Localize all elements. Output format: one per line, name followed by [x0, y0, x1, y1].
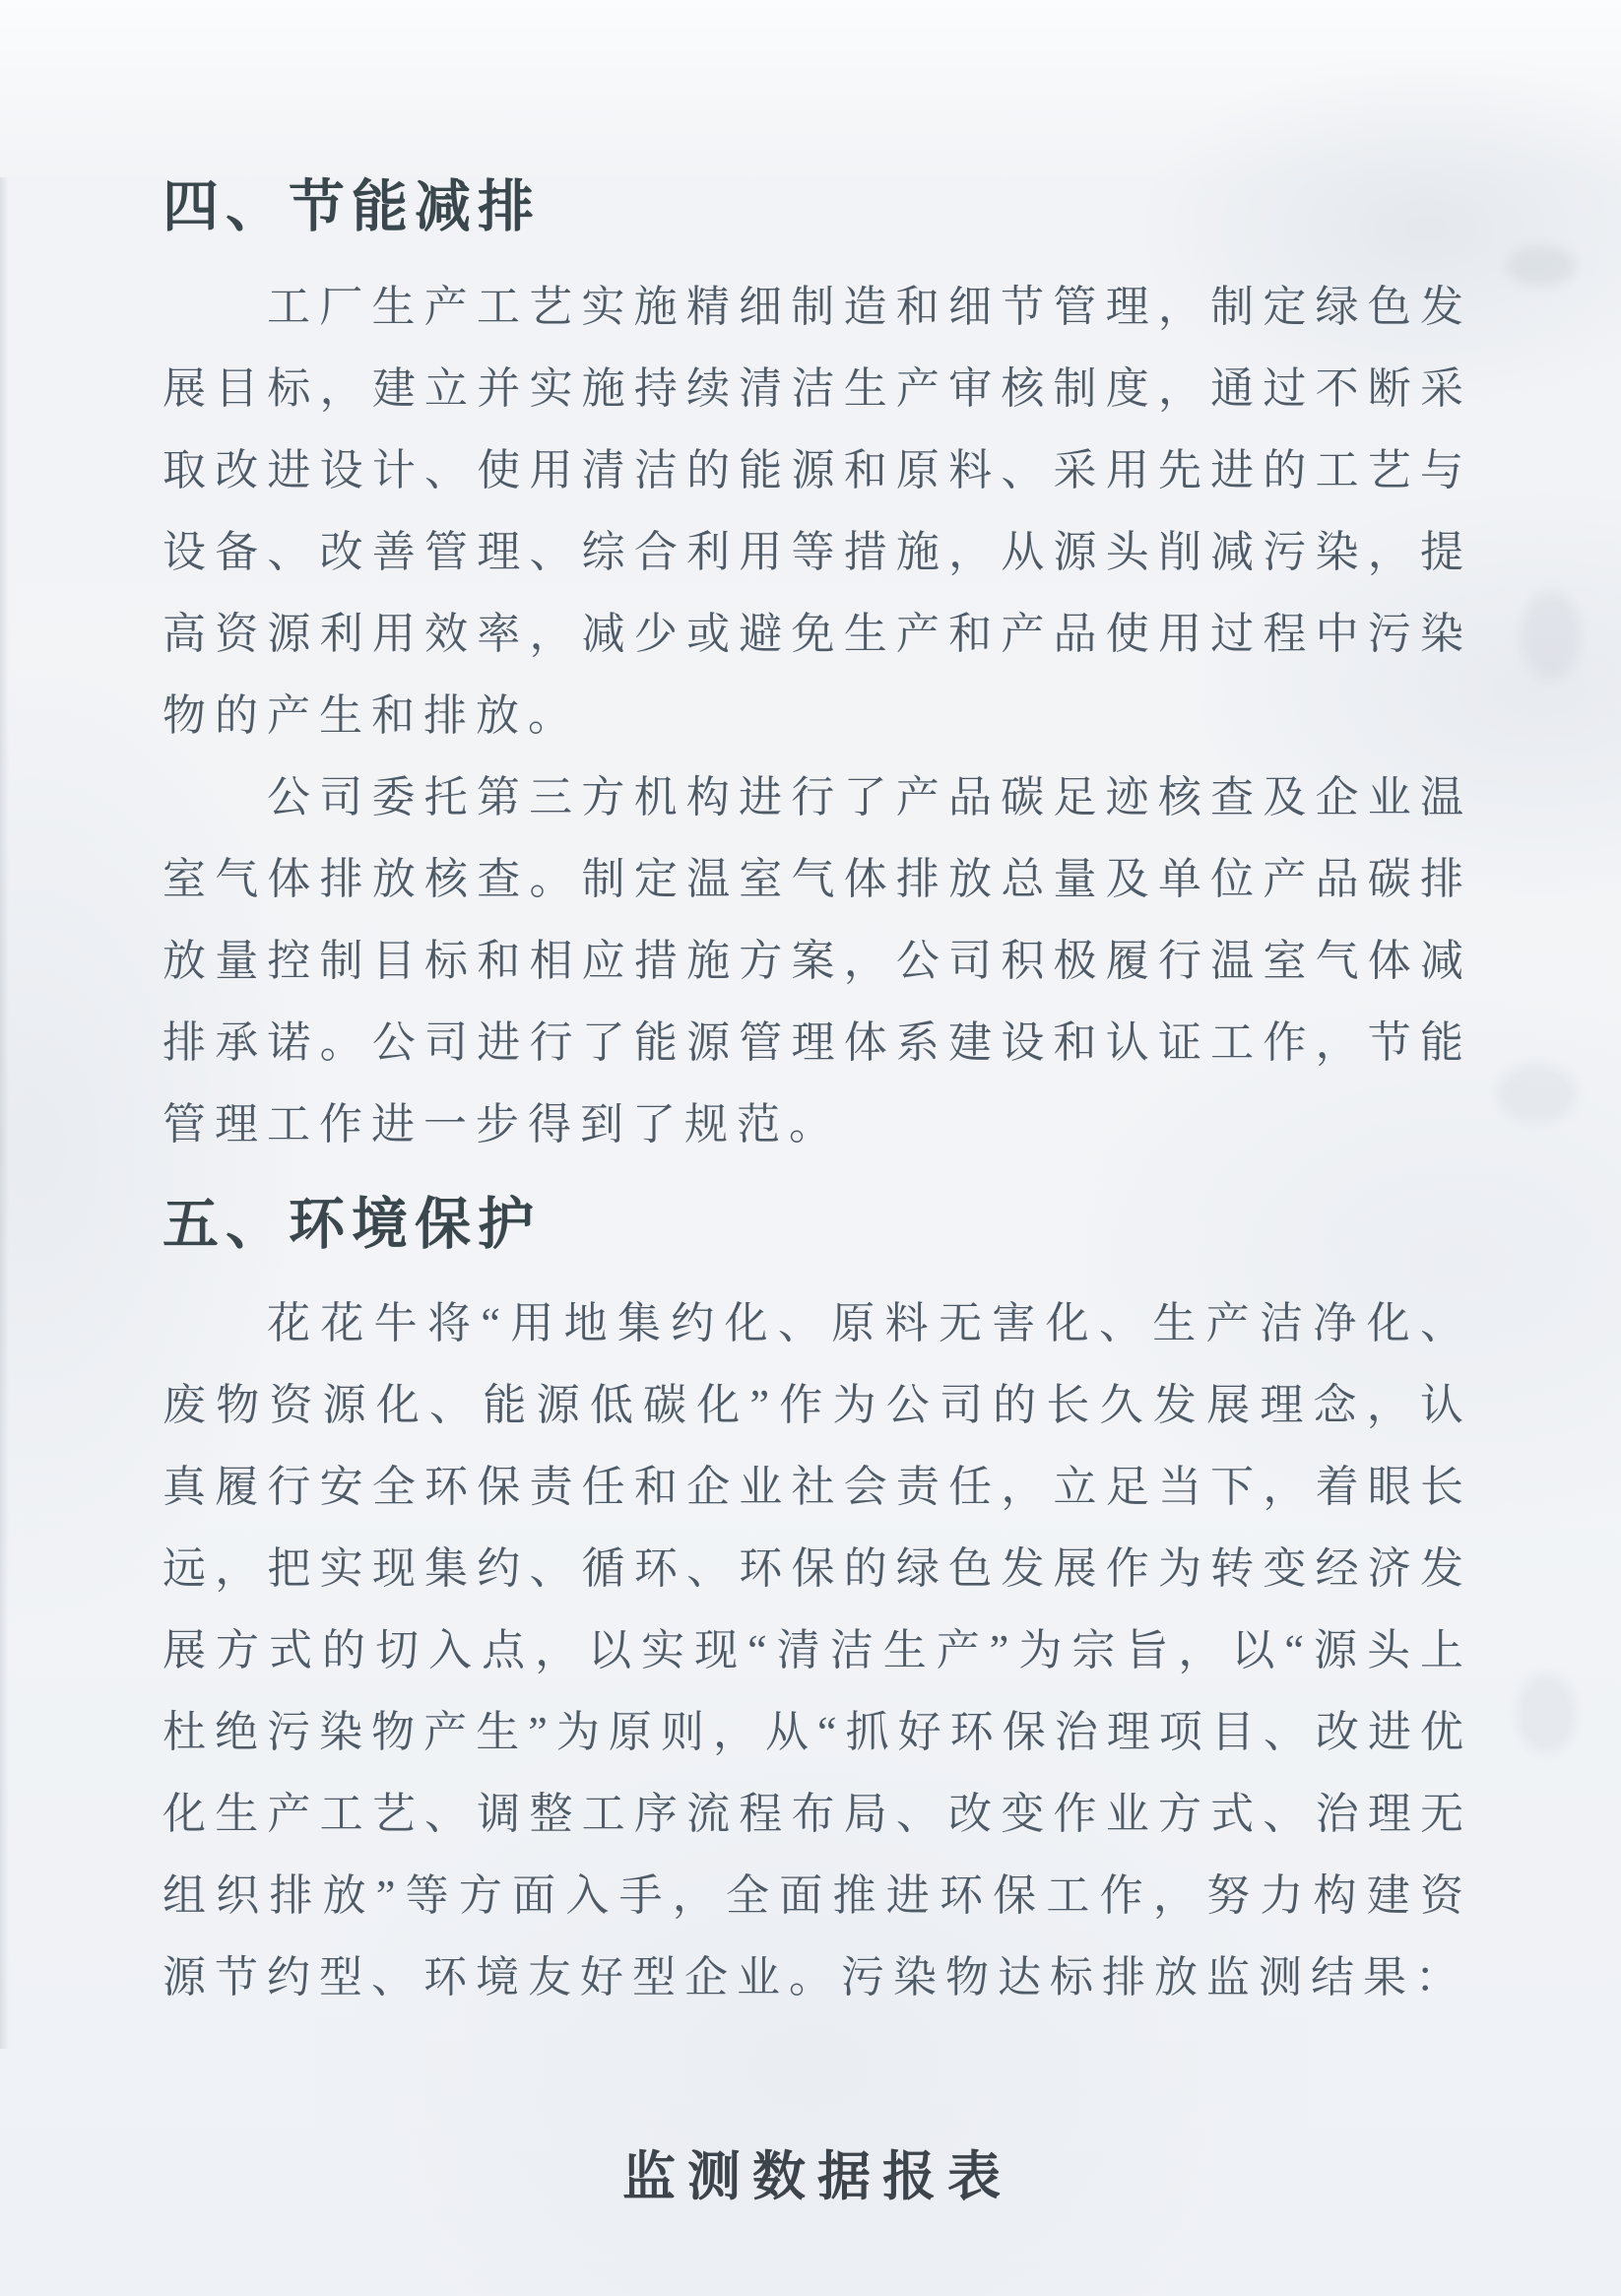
section-heading-energy-saving: 四、节能减排	[162, 176, 541, 238]
section-heading-environment-protection: 五、环境保护	[162, 1193, 541, 1256]
scan-edge-artifact	[0, 177, 9, 2049]
scan-noise-blob	[1517, 1674, 1576, 1753]
monitoring-data-report-title: 监测数据报表	[622, 2147, 1012, 2207]
scan-noise-blob	[1497, 1064, 1576, 1123]
scan-noise-blob	[1522, 591, 1581, 680]
scan-noise-blob	[1507, 246, 1576, 286]
paragraph-energy-saving-1: 工厂生产工艺实施精细制造和细节管理，制定绿色发展目标，建立并实施持续清洁生产审核制度，通过不断采取改进设计、使用清洁的能源和原料、采用先进的工艺与设备、改善管理、综合利用等措施，从源头削减污染，提高资源利用效率，减少或避免生产和产品使用过程中污染物的产生和排放。	[162, 282, 1472, 740]
document-body	[162, 175, 1472, 2210]
paragraph-energy-saving-2: 公司委托第三方机构进行了产品碳足迹核查及企业温室气体排放核查。制定温室气体排放总量及单位产品碳排放量控制目标和相应措施方案，公司积极履行温室气体减排承诺。公司进行了能源管理体系建设和认证工作，节能管理工作进一步得到了规范。	[162, 772, 1472, 1148]
paragraph-environment-protection-1: 花花牛将“用地集约化、原料无害化、生产洁净化、废物资源化、能源低碳化”作为公司的长久发展理念，认真履行安全环保责任和企业社会责任，立足当下，着眼长远，把实现集约、循环、环保的绿色发展作为转变经济发展方式的切入点，以实现“清洁生产”为宗旨，以“源头上杜绝污染物产生”为原则，从“抓好环保治理项目、改进优化生产工艺、调整工序流程布局、改变作业方式、治理无组织排放”等方面入手，全面推进环保工作，努力构建资源节约型、环境友好型企业。污染物达标排放监测结果：	[162, 1299, 1472, 2002]
